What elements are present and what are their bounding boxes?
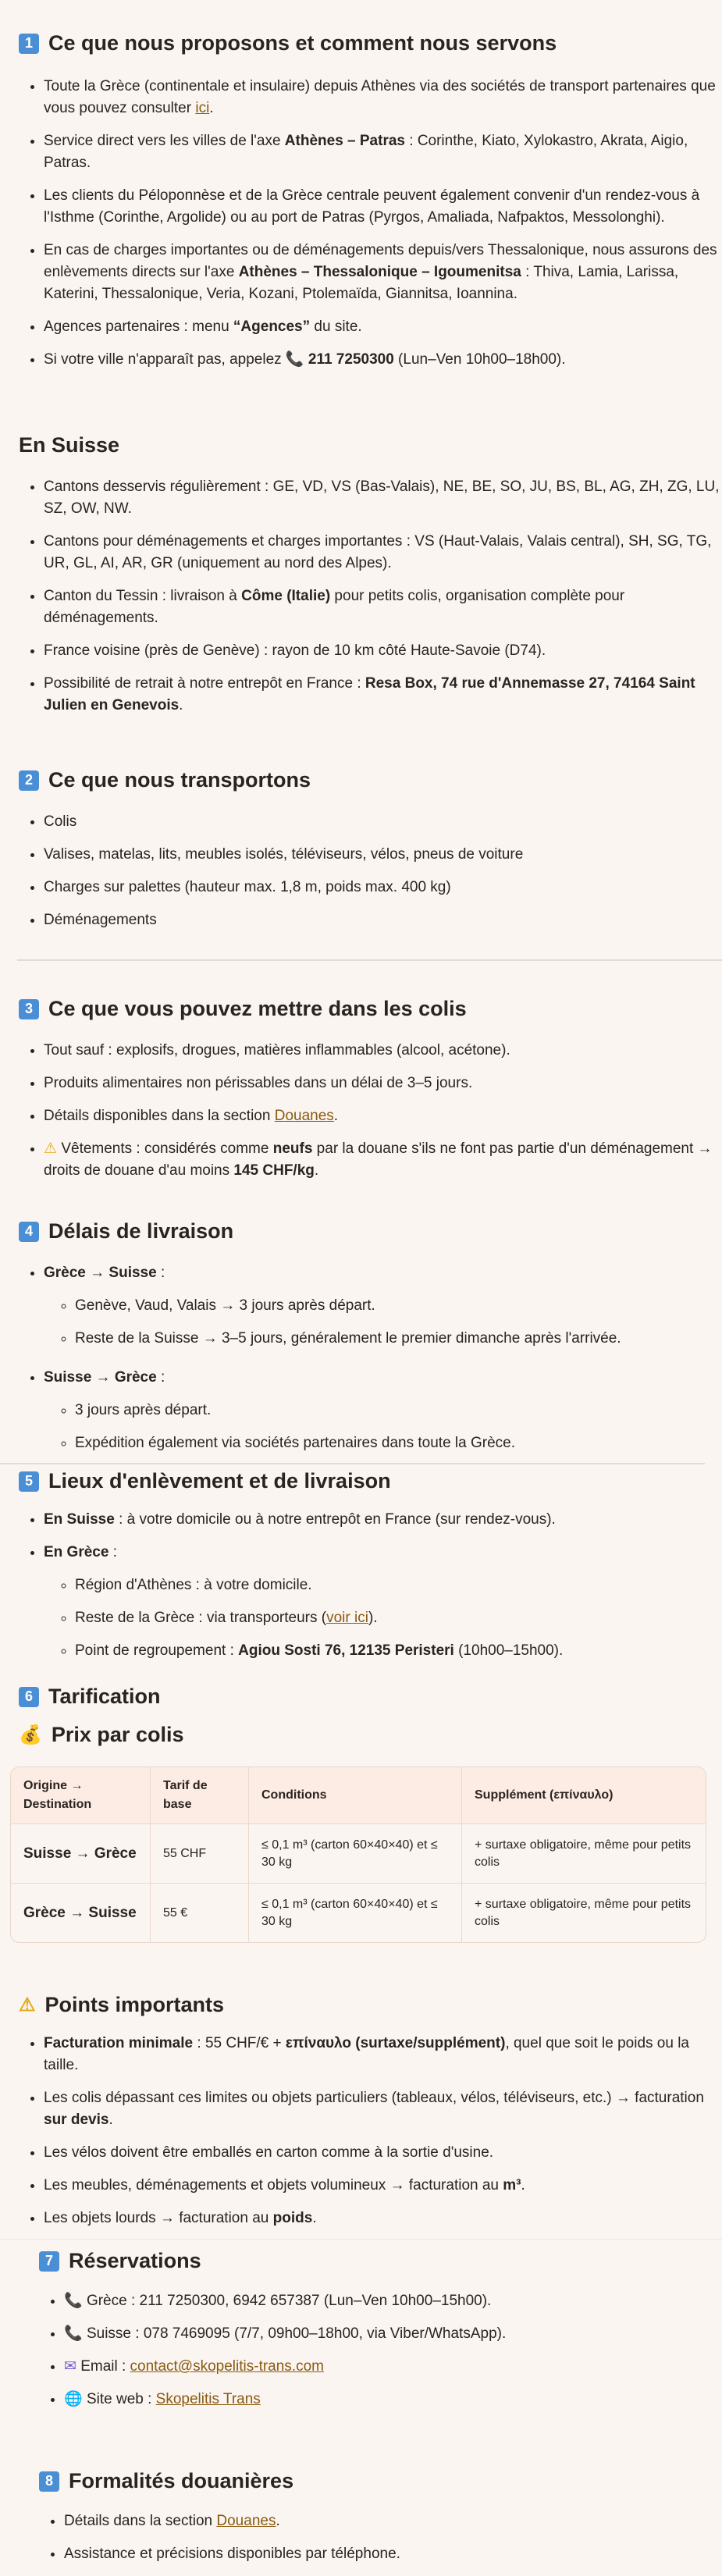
section-customs-title: Formalités douanières [69,2469,294,2492]
column-header: Conditions [249,1767,462,1823]
money-bag-icon: 💰 [19,1724,42,1745]
text: par la douane s'ils ne font pas partie d'un déménagement → droits de douane d'au moins [44,1140,713,1179]
list-item: • Les vélos doivent être emballés en carton comme à la sortie d'usine. [44,2142,722,2164]
section-customs-heading [0,2469,722,2493]
list-item: ◦ Reste de la Suisse → 3–5 jours, généralement le premier dimanche après l'arrivée. [75,1328,722,1350]
warning-icon: ⚠ [44,1140,58,1157]
text: : Thiva, Lamia, Larissa, Katerini, Thessalonique, Veria, Kozani, Ptolemaïda, Giannitsa, Ioannina. [44,264,679,302]
number-badge-2: 2 [19,770,39,791]
text: Point de regroupement : [75,1642,239,1659]
list-item: • Colis [44,811,722,833]
customs-section-link[interactable]: Douanes [216,2513,276,2529]
delays-list [0,1262,722,1454]
list-item [44,2087,722,2131]
text: Canton du Tessin : livraison à [44,588,242,604]
text: Email : [76,2358,130,2375]
table-cell: + surtaxe obligatoire, même pour petits colis [462,1823,706,1883]
number-badge-4: 4 [19,1222,39,1242]
list-item [44,1105,722,1127]
section-locations [0,1469,722,1673]
table-cell: ≤ 0,1 m³ (carton 60×40×40) et ≤ 30 kg [249,1823,462,1883]
phone-icon: 📞 [64,2325,83,2342]
section-transport [0,768,722,942]
text: Les meubles, déménagements et objets volumineux → facturation au [44,2177,503,2194]
section-pricing [0,1685,722,1747]
switzerland-list [0,476,722,717]
text: Les objets lourds → facturation au [44,2210,273,2226]
list-item: • Tout sauf : explosifs, drogues, matières inflammables (alcool, acétone). [44,1040,722,1062]
sub-list [44,1574,722,1662]
section-delays-heading [0,1219,722,1244]
list-item [64,2356,722,2378]
contents-list [0,1040,722,1182]
text: . [314,1162,319,1179]
section-switzerland [0,433,722,728]
carriers-link[interactable]: voir ici [326,1610,368,1626]
section-pricing-heading [0,1685,722,1709]
list-item: • Charges sur palettes (hauteur max. 1,8 m, poids max. 400 kg) [44,877,722,898]
table-cell: Suisse → Grèce [11,1823,151,1883]
bold-text: Grèce → Suisse [44,1265,157,1281]
list-item [44,1367,722,1454]
table-header-row [11,1767,706,1823]
divider [0,1463,705,1464]
bold-text: m³ [503,2177,521,2194]
list-item [44,316,722,338]
section-reservations-title: Réservations [69,2249,201,2272]
section-locations-title: Lieux d'enlèvement et de livraison [48,1469,391,1493]
list-item: ◦ Région d'Athènes : à votre domicile. [75,1574,722,1596]
list-item [44,2175,722,2197]
section-transport-heading [0,768,722,792]
list-item [44,585,722,629]
phone-icon: 📞 [64,2293,83,2309]
section-offer-heading [0,31,722,55]
section-reservations [0,2249,722,2421]
list-item: • Déménagements [44,909,722,931]
list-item [44,76,722,119]
number-badge-8: 8 [39,2471,59,2492]
switzerland-title: En Suisse [19,433,120,457]
text: Cantons desservis régulièrement : GE, VD, VS (Bas-Valais), NE, BE, SO, JU, BS, BL, AG, ZH, ZG, LU, SZ, OW, NW. [44,479,720,517]
section-locations-heading [0,1469,722,1493]
text: : [156,1369,165,1386]
column-header: Origine → Destination [11,1767,151,1823]
column-header: Supplément (επίναυλο) [462,1767,706,1823]
list-item [44,531,722,575]
important-list [0,2033,722,2229]
price-per-parcel-title: Prix par colis [51,1723,184,1746]
list-item [64,2323,722,2345]
table-cell: Grèce → Suisse [11,1883,151,1942]
number-badge-5: 5 [19,1471,39,1492]
text: Suisse : 078 7469095 (7/7, 09h00–18h00, via Viber/WhatsApp). [82,2325,507,2342]
text: Service direct vers les villes de l'axe [44,133,285,149]
text: Cantons pour déménagements et charges importantes : VS (Haut-Valais, Valais central), SH, SG, TG, UR, GL, AI, AR, GR (uniquement au nord des Alpes). [44,533,712,571]
list-item [44,640,722,662]
list-item: • Produits alimentaires non périssables dans un délai de 3–5 jours. [44,1073,722,1094]
text: (10h00–15h00). [453,1642,564,1659]
warning-icon: ⚠ [19,1994,36,2016]
text: . [312,2210,317,2226]
list-item: • Assistance et précisions disponibles par téléphone. [64,2543,722,2565]
table-cell: ≤ 0,1 m³ (carton 60×40×40) et ≤ 30 kg [249,1883,462,1942]
list-item [44,2208,722,2229]
text: , quel que soit le poids ou la taille. [44,2035,689,2073]
section-important [0,1993,722,2240]
divider [17,959,722,961]
bold-text: επίναυλο (surtaxe/supplément) [285,2035,506,2051]
text: France voisine (près de Genève) : rayon de 10 km côté Haute-Savoie (D74). [44,642,546,659]
section-pricing-title: Tarification [48,1685,161,1708]
text: . [209,100,214,116]
section-contents-title: Ce que vous pouvez mettre dans les colis [48,997,467,1020]
text: Les colis dépassant ces limites ou objets particuliers (tableaux, vélos, téléviseurs, etc.) → facturation [44,2090,704,2106]
text: . [276,2513,280,2529]
email-icon: ✉ [64,2358,76,2375]
text: Site web : [82,2391,156,2407]
text: Détails disponibles dans la section [44,1108,275,1124]
pricing-table-grid [11,1767,706,1942]
section-delays-title: Délais de livraison [48,1219,234,1243]
section-customs [0,2469,722,2576]
customs-list [0,2510,722,2565]
pricing-table [10,1767,706,1943]
bold-text: “Agences” [233,318,311,335]
email-link[interactable]: contact@skopelitis-trans.com [130,2358,324,2375]
section-transport-title: Ce que nous transportons [48,768,311,792]
list-item [44,185,722,229]
reservations-list [0,2290,722,2411]
section-offer [0,31,722,382]
column-header: Tarif de base [151,1767,249,1823]
text: Agences partenaires : menu [44,318,233,335]
table-cell: 55 CHF [151,1823,249,1883]
bold-text: Côme (Italie) [241,588,331,604]
text: Reste de la Grèce : via transporteurs ( [75,1610,327,1626]
important-title: Points importants [44,1993,225,2016]
website-link[interactable]: Skopelitis Trans [155,2391,261,2407]
list-item [64,2389,722,2411]
text: . [108,2112,113,2128]
offer-list [0,76,722,371]
number-badge-1: 1 [19,34,39,54]
bold-text: Resa Box, 74 rue d'Annemasse 27, 74164 Saint Julien en Genevois [44,675,695,713]
text: Grèce : 211 7250300, 6942 657387 (Lun–Ven 10h00–15h00). [82,2293,492,2309]
sub-list [44,1400,722,1454]
bold-text: Facturation minimale [44,2035,194,2051]
bold-text: Athènes – Thessalonique – Igoumenitsa [238,264,521,280]
list-item [44,1542,722,1662]
text: Détails dans la section [64,2513,217,2529]
text: Si votre ville n'apparaît pas, appelez [44,351,286,368]
list-item [64,2510,722,2532]
bold-text: En Grèce [44,1544,109,1560]
text: ). [368,1610,378,1626]
text: : Corinthe, Kiato, Xylokastro, Akrata, Aigio, Patras. [44,133,688,171]
list-item [44,130,722,174]
section-offer-title: Ce que nous proposons et comment nous servons [48,31,557,55]
phone-icon: 📞 [285,351,304,368]
table-cell: 55 € [151,1883,249,1942]
text: Toute la Grèce (continentale et insulaire) depuis Athènes via des sociétés de transport partenaires que vous pouvez consulter [44,78,716,116]
text: : à votre domicile ou à notre entrepôt en France (sur rendez-vous). [114,1511,556,1528]
text: . [333,1108,339,1124]
number-badge-7: 7 [39,2251,59,2272]
important-heading [0,1993,722,2017]
bold-text: sur devis [44,2112,109,2128]
text: . [521,2177,525,2194]
globe-icon: 🌐 [64,2391,83,2407]
list-item: ◦ Expédition également via sociétés partenaires dans toute la Grèce. [75,1432,722,1454]
text: En cas de charges importantes ou de déménagements depuis/vers Thessalonique, nous assurons des enlèvements directs sur l'axe [44,242,717,280]
partners-link[interactable]: ici [195,100,210,116]
table-cell: + surtaxe obligatoire, même pour petits colis [462,1883,706,1942]
list-item [44,1138,722,1182]
text: : [108,1544,117,1560]
table-row [11,1823,706,1883]
bold-text: neufs [272,1140,313,1157]
list-item [44,1262,722,1350]
list-item: • Valises, matelas, lits, meubles isolés, téléviseurs, vélos, pneus de voiture [44,844,722,866]
customs-link[interactable]: Douanes [274,1108,334,1124]
text: pour petits colis, organisation complète pour déménagements. [44,588,625,626]
section-delays [0,1219,722,1465]
list-item [44,673,722,717]
list-item [44,349,722,371]
bold-text: 211 7250300 [308,351,394,368]
text: : [156,1265,165,1281]
list-item: ◦ Genève, Vaud, Valais → 3 jours après départ. [75,1295,722,1317]
text: Possibilité de retrait à notre entrepôt en France : [44,675,365,692]
list-item [75,1607,722,1629]
list-item: ◦ 3 jours après départ. [75,1400,722,1421]
bold-text: Agiou Sosti 76, 12135 Peristeri [238,1642,454,1659]
list-item [44,1509,722,1531]
list-item [44,2033,722,2076]
list-item [44,240,722,305]
contact-band [0,2239,722,2574]
list-item [75,1640,722,1662]
text: Vêtements : considérés comme [57,1140,273,1157]
list-item [64,2290,722,2312]
sub-list [44,1295,722,1350]
bold-text: En Suisse [44,1511,115,1528]
number-badge-6: 6 [19,1687,39,1707]
section-reservations-heading [0,2249,722,2273]
section-contents-heading [0,997,722,1021]
text: . [179,697,183,713]
locations-list [0,1509,722,1662]
text: du site. [310,318,362,335]
text: Les clients du Péloponnèse et de la Grèce centrale peuvent également convenir d'un rendez-vous à l'Isthme (Corinthe, Argolide) ou au port de Patras (Pyrgos, Amaliada, Nafpaktos, Messolonghi). [44,187,700,226]
bold-text: 145 CHF/kg [233,1162,315,1179]
bold-text: poids [272,2210,313,2226]
bold-text: Athènes – Patras [284,133,405,149]
transport-list [0,811,722,931]
text: : 55 CHF/€ + [193,2035,286,2051]
section-contents [0,997,722,1193]
table-row [11,1883,706,1942]
list-item [44,476,722,520]
bold-text: Suisse → Grèce [44,1369,157,1386]
text: (Lun–Ven 10h00–18h00). [393,351,566,368]
number-badge-3: 3 [19,999,39,1019]
price-per-parcel-heading [0,1723,722,1747]
